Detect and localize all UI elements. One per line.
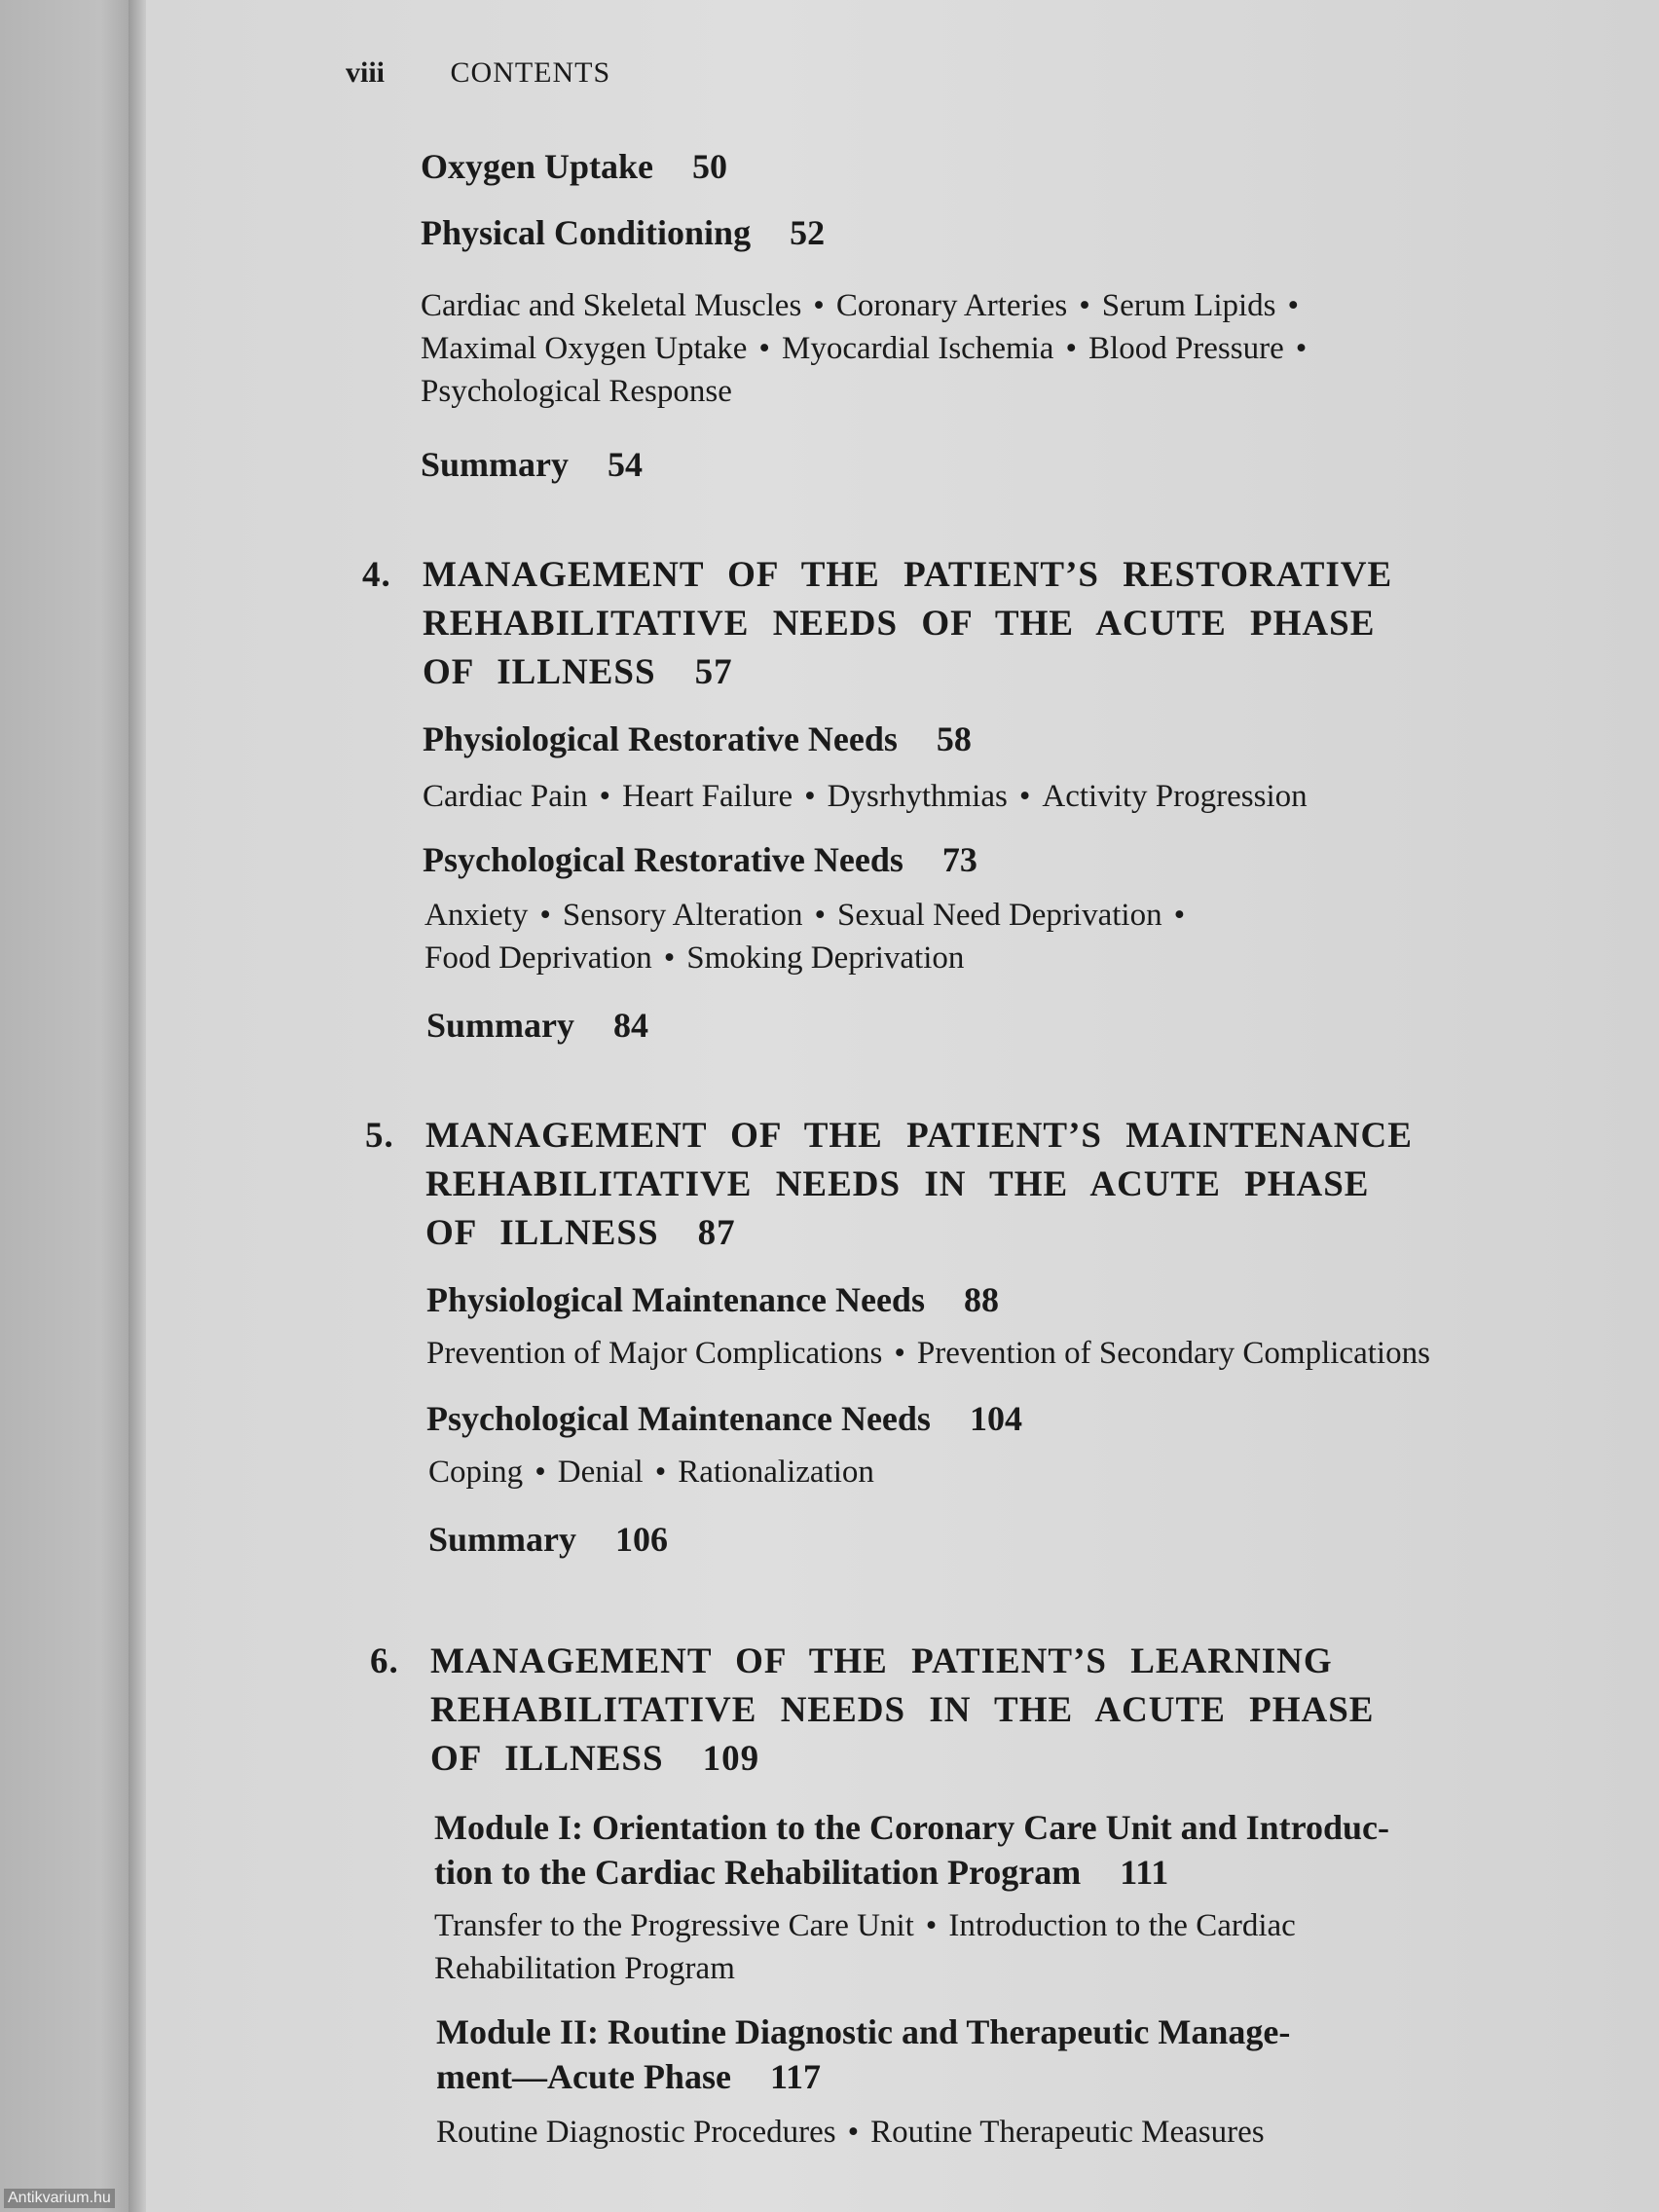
chapter-6-heading: 6. MANAGEMENT OF THE PATIENT’S LEARNING REHABILITATIVE NEEDS IN THE ACUTE PHASE OF ILLNESS 109 bbox=[430, 1638, 1375, 1784]
bullet: • bbox=[813, 288, 825, 323]
chapter-page: 87 bbox=[697, 1213, 736, 1253]
bullet: • bbox=[758, 331, 770, 366]
entry-page: 54 bbox=[608, 445, 643, 484]
entry-title: Physical Conditioning bbox=[421, 213, 752, 252]
entry-title: Summary bbox=[421, 445, 569, 484]
running-head bbox=[346, 56, 610, 90]
toc-entry-psychological-maintenance: Psychological Maintenance Needs 104 bbox=[426, 1399, 1022, 1438]
bullet: • bbox=[1065, 331, 1078, 366]
topic-line: Prevention of Major Complications • Prevention of Secondary Complications bbox=[426, 1336, 1430, 1371]
entry-page: 50 bbox=[692, 147, 728, 186]
chapter-number: 5. bbox=[365, 1116, 394, 1156]
page-folio: viii bbox=[346, 56, 386, 89]
entry-title: Oxygen Uptake bbox=[421, 147, 654, 186]
topic-list bbox=[424, 894, 1197, 979]
toc-entry-summary: Summary 84 bbox=[426, 1006, 648, 1045]
topic-line: Maximal Oxygen Uptake • Myocardial Ischemia • Blood Pressure • bbox=[421, 331, 1308, 366]
toc-entry-physiological-restorative: Physiological Restorative Needs 58 bbox=[423, 719, 972, 758]
running-head-title: CONTENTS bbox=[450, 56, 611, 89]
topic-list bbox=[436, 2111, 1265, 2154]
bullet: • bbox=[1287, 288, 1300, 323]
toc-entry-physiological-maintenance: Physiological Maintenance Needs 88 bbox=[426, 1280, 999, 1319]
chapter-page: 109 bbox=[702, 1739, 760, 1779]
page-fold-shadow bbox=[129, 0, 148, 2212]
toc-entry-oxygen-uptake bbox=[421, 146, 727, 187]
topic-list bbox=[428, 1451, 874, 1493]
topic-line: Routine Diagnostic Procedures • Routine Therapeutic Measures bbox=[436, 2115, 1265, 2150]
topic-line: Cardiac and Skeletal Muscles • Coronary Arteries • Serum Lipids • bbox=[421, 288, 1300, 323]
topic-line: Food Deprivation • Smoking Deprivation bbox=[424, 940, 965, 976]
chapter-4-heading: 4. MANAGEMENT OF THE PATIENT’S RESTORATIVE REHABILITATIVE NEEDS OF THE ACUTE PHASE OF ILLNESS 57 bbox=[423, 551, 1392, 697]
chapter-number: 6. bbox=[370, 1641, 399, 1681]
bullet: • bbox=[1079, 288, 1090, 323]
toc-entry-summary: Summary 106 bbox=[428, 1520, 668, 1559]
page-gutter bbox=[0, 0, 144, 2212]
toc-entry-physical-conditioning bbox=[421, 212, 825, 253]
topic-list bbox=[434, 1904, 1296, 1990]
topic-list bbox=[426, 1332, 1430, 1375]
chapter-page: 57 bbox=[694, 652, 733, 692]
entry-page: 52 bbox=[790, 213, 826, 252]
chapter-number: 4. bbox=[362, 555, 391, 595]
topic-line: Psychological Response bbox=[421, 374, 732, 409]
bullet: • bbox=[1295, 331, 1308, 366]
toc-entry-summary bbox=[421, 444, 643, 485]
topic-list bbox=[421, 284, 1318, 413]
topic-line: Rehabilitation Program bbox=[434, 1951, 735, 1986]
toc-entry-psychological-restorative: Psychological Restorative Needs 73 bbox=[423, 840, 977, 879]
topic-line: Anxiety • Sensory Alteration • Sexual Need Deprivation • bbox=[424, 898, 1186, 933]
watermark: Antikvarium.hu bbox=[4, 2189, 115, 2208]
toc-entry-module-2: Module II: Routine Diagnostic and Therapeutic Manage- ment—Acute Phase 117 bbox=[436, 2012, 1291, 2096]
toc-entry-module-1: Module I: Orientation to the Coronary Care Unit and Introduc- tion to the Cardiac Rehabilitation Program 111 bbox=[434, 1808, 1389, 1892]
topic-list bbox=[423, 775, 1308, 818]
topic-line: Cardiac Pain • Heart Failure • Dysrhythmias • Activity Progression bbox=[423, 779, 1308, 814]
chapter-5-heading: 5. MANAGEMENT OF THE PATIENT’S MAINTENANCE REHABILITATIVE NEEDS IN THE ACUTE PHASE OF ILLNESS 87 bbox=[425, 1112, 1413, 1258]
topic-line: Transfer to the Progressive Care Unit • Introduction to the Cardiac bbox=[434, 1908, 1296, 1943]
topic-line: Coping • Denial • Rationalization bbox=[428, 1455, 874, 1490]
